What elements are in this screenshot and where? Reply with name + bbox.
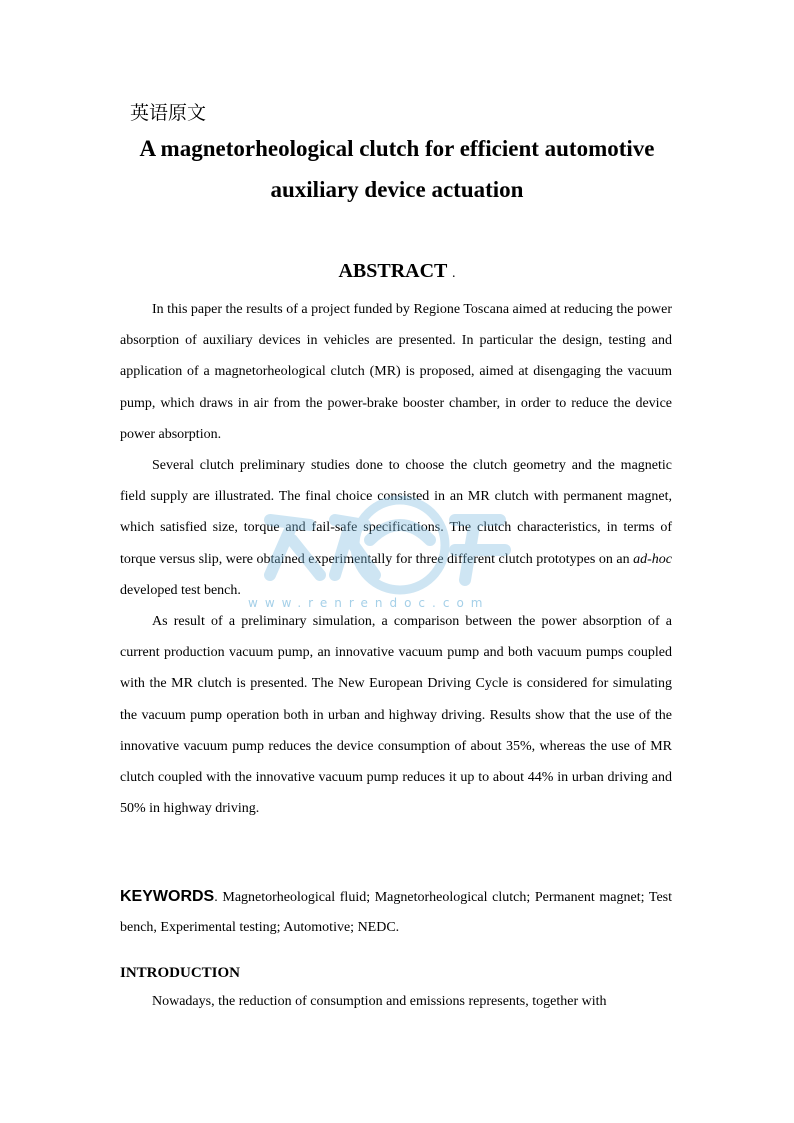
chinese-source-label: 英语原文	[130, 102, 207, 124]
abstract-paragraph-2-after: developed test bench.	[120, 582, 241, 598]
introduction-paragraph-start: Nowadays, the reduction of consumption and emissions represents, together with	[152, 994, 607, 1009]
abstract-paragraph-2-before: Several clutch preliminary studies done to choose the clutch geometry and the magnetic field supply are illustrated. The final choice consisted in an MR clutch with permanent magnet, which satisfied size, torque and fail-safe specifications. The clutch characteristics, in terms of torque versus slip, were obtained experimentally for three different clutch prototypes on an	[120, 458, 672, 567]
paper-title: A magnetorheological clutch for efficient automotive auxiliary device actuation	[139, 136, 655, 202]
watermark-url: www.renrendoc.com	[248, 596, 490, 610]
abstract-heading-suffix: .	[452, 266, 456, 281]
abstract-heading	[0, 260, 794, 283]
abstract-paragraph-2-italic: ad-hoc	[633, 551, 672, 567]
abstract-paragraph-3: As result of a preliminary simulation, a comparison between the power absorption of a current production vacuum pump, an innovative vacuum pump and both vacuum pumps coupled with the MR clutch is presented. The New European Driving Cycle is considered for simulating the vacuum pump operation both in urban and highway driving. Results show that the use of the innovative vacuum pump reduces the device consumption of about 35%, whereas the use of MR clutch coupled with the innovative vacuum pump reduces it up to about 44% in urban driving and 50% in highway driving.	[120, 614, 672, 817]
abstract-paragraph-1: In this paper the results of a project funded by Regione Toscana aimed at reducing the power absorption of auxiliary devices in vehicles are presented. In particular the design, testing and application of a magnetorheological clutch (MR) is proposed, aimed at disengaging the vacuum pump, which draws in air from the power-brake booster chamber, in order to reduce the device power absorption.	[120, 302, 672, 442]
keywords-line	[120, 882, 672, 943]
abstract-paragraph-2	[120, 450, 672, 606]
keywords-text: . Magnetorheological fluid; Magnetorheological clutch; Permanent magnet; Test bench, Experimental testing; Automotive; NEDC.	[120, 890, 672, 935]
introduction-heading: INTRODUCTION	[120, 965, 241, 981]
introduction-body	[120, 986, 672, 1017]
abstract-body	[120, 294, 672, 824]
abstract-heading-text: ABSTRACT	[338, 260, 448, 282]
keywords-label: KEYWORDS	[120, 888, 215, 905]
